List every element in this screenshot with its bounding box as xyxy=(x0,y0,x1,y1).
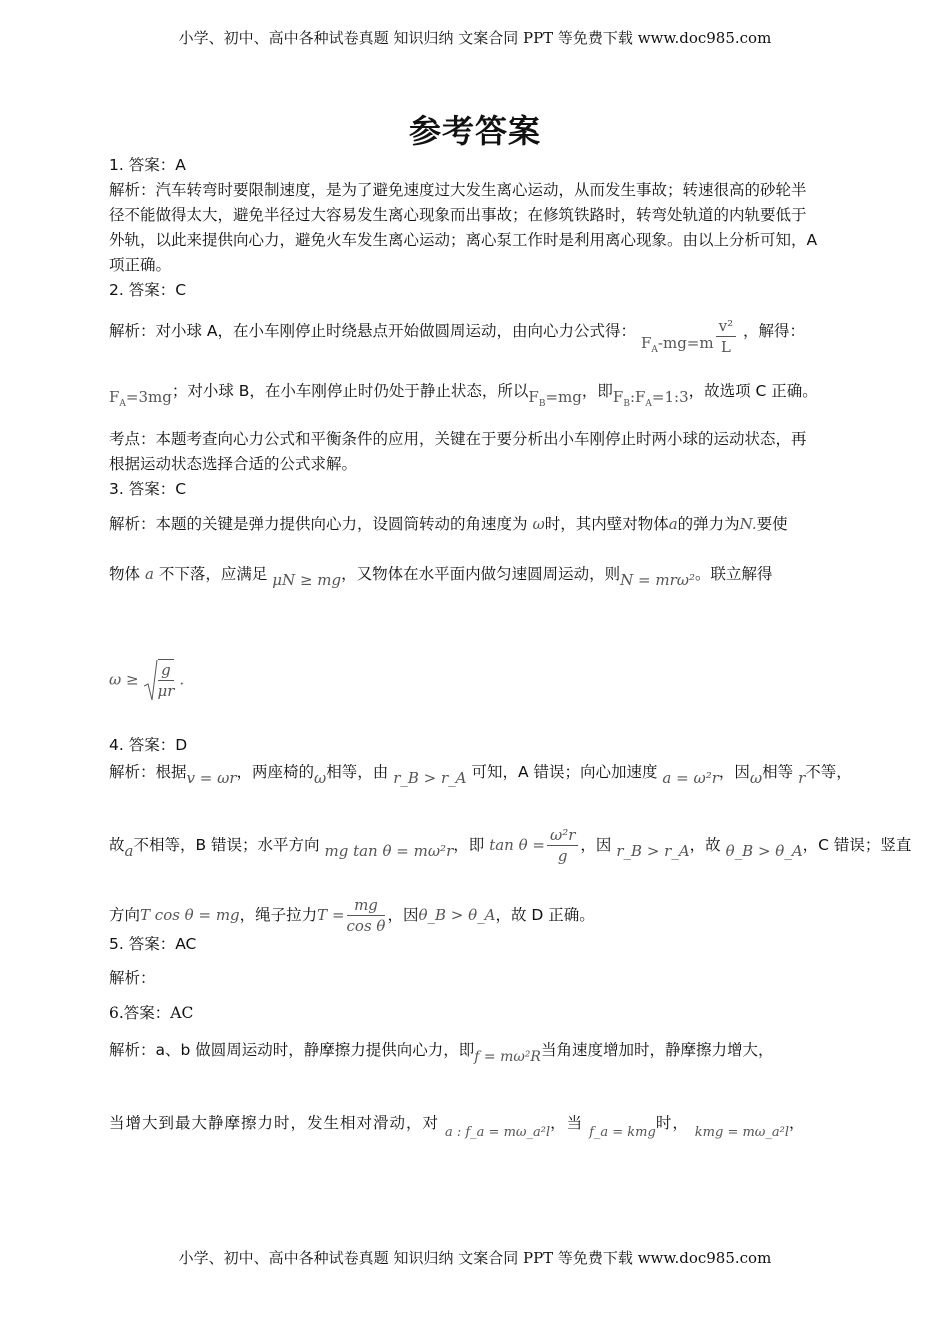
q4-formula-vertical: T cos θ = mg xyxy=(140,906,240,924)
sqrt-sign-icon xyxy=(144,658,158,702)
q6-text-b2: ，当 xyxy=(550,1114,584,1132)
page-header: 小学、初中、高中各种试卷真题 知识归纳 文案合同 PPT 等免费下载 www.doc985.com xyxy=(178,29,772,47)
q3-sqrt-den: μr xyxy=(157,682,175,700)
q4-formula-r2: r_B > r_A xyxy=(616,842,690,860)
q2-b1: F xyxy=(109,388,120,406)
q4-omega-2: ω xyxy=(749,769,763,787)
q2-f1-left: F xyxy=(640,334,652,352)
q2-b3: F xyxy=(528,388,539,406)
q4-var-r: r xyxy=(798,769,806,787)
q2-answer: 2. 答案：C xyxy=(109,281,187,299)
q3-formula-inequality: μN ≥ mg xyxy=(272,571,342,589)
q4-text-b5: ，故 xyxy=(689,836,721,854)
q3-text-a2: 时，其内壁对物体 xyxy=(544,515,669,533)
q3-answer: 3. 答案：C xyxy=(109,480,187,498)
q6-text-b3: 时， xyxy=(655,1114,689,1132)
q1-analysis-line-4: 项正确。 xyxy=(109,256,172,274)
q4-formula-theta: θ_B > θ_A xyxy=(725,842,803,860)
q6-text-a1: 解析：a、b 做圆周运动时，静摩擦力提供向心力，即 xyxy=(109,1041,475,1059)
q2-text-b4: ，即 xyxy=(581,382,613,400)
q3-text-b3: ，又物体在水平面内做匀速圆周运动，则 xyxy=(341,565,621,583)
q4-text-c1: 方向 xyxy=(109,906,141,924)
q3-var-a2: a xyxy=(144,565,154,583)
page-footer: 小学、初中、高中各种试卷真题 知识归纳 文案合同 PPT 等免费下载 www.doc985.com xyxy=(178,1249,772,1267)
q4-answer: 4. 答案：D xyxy=(109,736,188,754)
q3-sqrt-num: g xyxy=(158,660,175,681)
q1-answer: 1. 答案：A xyxy=(109,156,186,174)
q3-result xyxy=(109,658,184,702)
q2-formula-fa xyxy=(640,334,714,355)
q5-analysis: 解析： xyxy=(109,969,156,987)
q1-analysis-line-1: 解析：汽车转弯时要限制速度，是为了避免速度过大发生离心运动，从而发生事故；转速很高的砂轮半 xyxy=(109,181,807,199)
q6-answer: 6.答案：AC xyxy=(109,1004,194,1022)
q3-sqrt xyxy=(144,658,175,702)
q2-f1-num: v² xyxy=(716,316,737,337)
q4-text-a4: 可知，A 错误；向心加速度 xyxy=(471,763,658,781)
q5-answer: 5. 答案：AC xyxy=(109,935,197,953)
q2-b5-sub: B xyxy=(623,399,630,409)
q2-keypoint-line-1: 考点：本题考查向心力公式和平衡条件的应用，关键在于要分析出小车刚停止时两小球的运动状态，再 xyxy=(109,430,807,448)
q4-analysis-line-3 xyxy=(109,895,595,936)
q3-formula-n: N = mrω² xyxy=(620,571,695,589)
q3-analysis-line-1 xyxy=(109,514,788,534)
q2-formula-fbmg xyxy=(528,388,582,409)
q2-b5: F xyxy=(612,388,624,406)
q2-text-b6: ，故选项 C 正确。 xyxy=(688,382,818,400)
q4-text-b4: ，因 xyxy=(580,836,612,854)
q4-analysis-line-2 xyxy=(109,825,911,866)
q4-omega: ω xyxy=(314,769,327,787)
q1-analysis-line-3: 外轨，以此来提供向心力，避免火车发生离心运动；离心泵工作时是利用离心现象。由以上分析可知，A xyxy=(109,231,818,249)
q4-formula-r: r_B > r_A xyxy=(393,769,467,787)
q4-formula-a: a = ω²r xyxy=(662,769,719,787)
q4-formula-theta-2: θ_B > θ_A xyxy=(418,906,496,924)
q4-text-a7: 不等， xyxy=(805,763,852,781)
q6-text-b1: 当增大到最大静摩擦力时，发生相对滑动，对 xyxy=(109,1114,440,1132)
q3-omega: ω xyxy=(532,515,545,533)
q4-var-a: a xyxy=(124,842,134,860)
q2-analysis-line-1 xyxy=(109,316,805,360)
page-title: 参考答案 xyxy=(408,112,541,150)
q6-text-a2: 当角速度增加时，静摩擦力增大， xyxy=(540,1041,774,1059)
q6-formula-kmg-eq: kmg = mω_a²l xyxy=(694,1125,790,1140)
q6-analysis-line-2 xyxy=(109,1113,806,1143)
q3-text-a4: 要使 xyxy=(756,515,788,533)
q2-formula-fa3mg xyxy=(109,388,172,409)
q4-text-c4: ，故 D 正确。 xyxy=(495,906,595,924)
q4-text-a1: 解析：根据 xyxy=(109,763,187,781)
q3-text-b2: 不下落，应满足 xyxy=(158,565,268,583)
q4-text-a5: ，因 xyxy=(718,763,750,781)
q4-tan-num: ω²r xyxy=(547,825,578,846)
q2-b1-sub: A xyxy=(119,399,126,409)
q3-text-b1: 物体 xyxy=(109,565,141,583)
q3-analysis-line-2 xyxy=(109,564,773,590)
q6-formula-kmg: f_a = kmg xyxy=(589,1125,656,1140)
q4-text-c2: ，绳子拉力 xyxy=(239,906,318,924)
q4-formula-tan: tan θ = xyxy=(489,836,545,854)
q4-text-c3: ，因 xyxy=(387,906,419,924)
q4-tan-fraction xyxy=(547,825,578,866)
q6-text-b4: ， xyxy=(789,1114,806,1132)
q4-text-b3: ，即 xyxy=(453,836,485,854)
q2-b5-mid: :F xyxy=(629,388,646,406)
q6-analysis-line-1 xyxy=(109,1040,773,1067)
q3-text-a3: 的弹力为 xyxy=(677,515,740,533)
q3-text-b4: 。联立解得 xyxy=(695,565,773,583)
q3-text-a1: 解析：本题的关键是弹力提供向心力，设圆筒转动的角速度为 xyxy=(109,515,528,533)
q4-text-b6: ，C 错误；竖直 xyxy=(802,836,912,854)
q2-keypoint-line-2: 根据运动状态选择合适的公式求解。 xyxy=(109,455,358,473)
q2-b3-rest: =mg xyxy=(545,388,582,406)
q2-text-a2: ，解得： xyxy=(743,322,806,340)
q2-f1-sub: A xyxy=(651,345,658,355)
q3-result-lhs: ω ≥ xyxy=(109,670,139,689)
q2-b5-sub2: A xyxy=(645,399,652,409)
q6-formula-fa: a : f_a = mω_a²l xyxy=(444,1125,551,1140)
q1-analysis-line-2: 径不能做得太大，避免半径过大容易发生离心现象而出事故；在修筑铁路时，转弯处轨道的内轨要低于 xyxy=(109,206,807,224)
q2-text-b2: ；对小球 B，在小车刚停止时仍处于静止状态，所以 xyxy=(171,382,529,400)
q2-analysis-line-2 xyxy=(109,381,818,414)
q3-var-a: a xyxy=(668,515,678,533)
q2-text-a1: 解析：对小球 A，在小车刚停止时绕悬点开始做圆周运动，由向心力公式得： xyxy=(109,322,637,340)
q2-formula-ratio xyxy=(612,388,689,409)
q4-t-num: mg xyxy=(347,895,386,916)
q4-text-a3: 相等，由 xyxy=(326,763,389,781)
q2-b5-rest: =1:3 xyxy=(651,388,689,406)
q2-fraction-v2-over-l xyxy=(716,316,737,357)
q6-formula-f: f = mω²R xyxy=(474,1049,541,1065)
q3-var-n: N. xyxy=(739,515,757,533)
q2-b3-sub: B xyxy=(538,399,546,409)
q4-formula-horizontal: mg tan θ = mω²r xyxy=(324,842,454,860)
q4-text-b1: 故 xyxy=(109,836,125,854)
q4-t-fraction xyxy=(347,895,386,936)
q4-text-b2: 不相等，B 错误；水平方向 xyxy=(133,836,320,854)
q2-f1-den: L xyxy=(720,338,731,356)
q4-formula-v: v = ωr xyxy=(186,769,237,787)
q4-t-den: cos θ xyxy=(346,917,386,935)
q4-formula-t: T = xyxy=(317,906,345,924)
q3-sqrt-fraction xyxy=(158,659,175,701)
q4-tan-den: g xyxy=(557,847,568,865)
q4-text-a6: 相等 xyxy=(762,763,794,781)
q4-analysis-line-1 xyxy=(109,762,852,788)
q4-text-a2: ，两座椅的 xyxy=(236,763,315,781)
q2-b1-rest: =3mg xyxy=(125,388,172,406)
q3-result-end: . xyxy=(179,670,185,689)
q2-f1-mid: -mg=m xyxy=(657,334,714,352)
